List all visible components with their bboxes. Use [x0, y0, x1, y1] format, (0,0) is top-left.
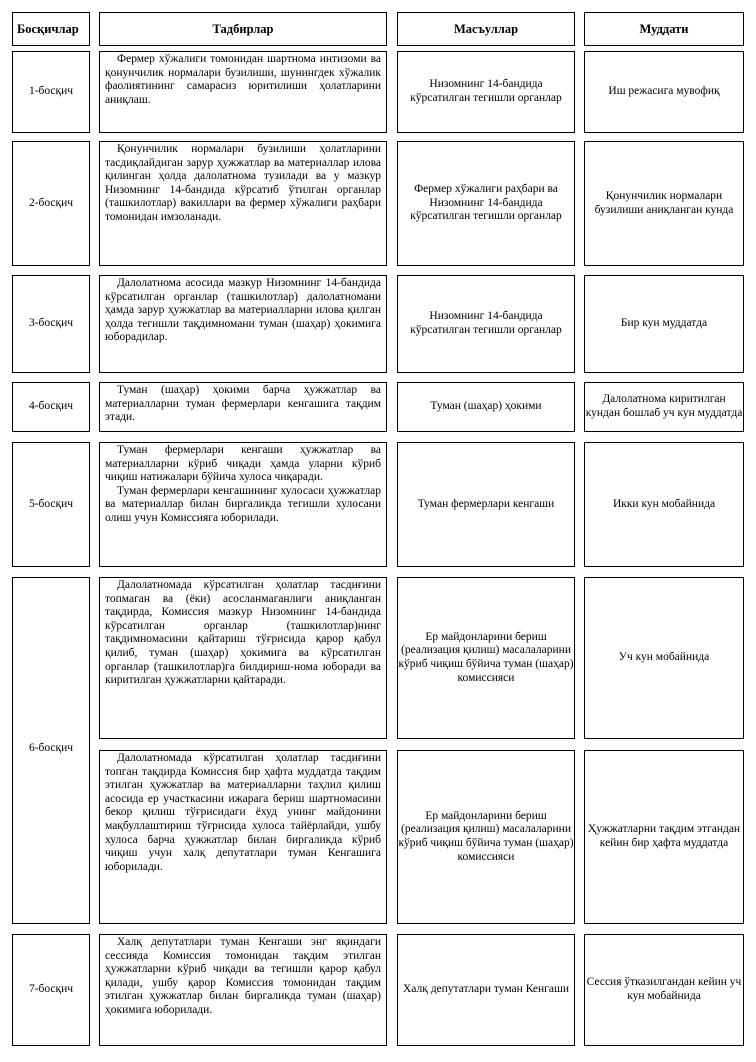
actions-cell-4 — [99, 382, 387, 432]
stage-label: 1-босқич — [28, 85, 74, 98]
header-actions: Тадбирлар — [99, 12, 387, 46]
deadline-cell-4 — [584, 382, 744, 432]
header-responsible: Масъуллар — [397, 12, 575, 46]
deadline-cell-7 — [584, 934, 744, 1046]
responsible-cell-4 — [397, 382, 575, 432]
deadline-cell-3 — [584, 275, 744, 373]
action-text: Туман фермерлари кенгаши ҳужжатлар ва материалларни кўриб чиқади ҳамда уларни кўриб чиқиш натижалари бўйича хулоса чиқаради. — [105, 444, 381, 484]
responsible-text: Низомнинг 14-бандида кўрсатилган тегишли органлар — [410, 310, 562, 336]
stage-cell-6 — [12, 577, 90, 924]
action-text: Далолатнома асосида мазкур Низомнинг 14-бандида кўрсатилган органлар (ташкилотлар) далолатномани ҳамда зарур ҳужжатлар ва материалларни илова қилган ҳолда тегишли тақдимномани туман (шаҳар) ҳокимига юборадилар. — [105, 277, 381, 344]
deadline-cell-6a — [584, 577, 744, 739]
action-text: Туман фермерлари кенгашининг хулосаси ҳужжатлар ва материаллар билан биргаликда тегишли хулосани олиш учун Комиссияга юборилади. — [105, 484, 381, 524]
responsible-cell-6a — [397, 577, 575, 739]
responsible-cell-2 — [397, 141, 575, 266]
deadline-text: Далолатнома киритилган кундан бошлаб уч кун муддатда — [585, 393, 743, 419]
action-text: Халқ депутатлари туман Кенгаши энг яқиндаги сессияда Комиссия томонидан тақдим этилган ҳужжатларни кўриб чиқади ва тегишли қарор қабул қилади, ушбу қарор Комиссия томонидан тақдим этилган ҳужжатлар билан биргаликда туман (шаҳар) ҳокимига юборилади. — [105, 936, 381, 1016]
deadline-text: Ҳужжатларни тақдим этгандан кейин бир ҳафта муддатда — [587, 823, 741, 849]
stage-cell-4 — [12, 382, 90, 432]
stage-label: 7-босқич — [28, 983, 74, 996]
deadline-cell-6b — [584, 750, 744, 924]
header-deadline: Муддати — [584, 12, 744, 46]
stage-cell-3 — [12, 275, 90, 373]
responsible-text: Халқ депутатлари туман Кенгаши — [402, 983, 570, 996]
action-text: Туман (шаҳар) ҳокими барча ҳужжатлар ва материалларни туман фермерлари кенгашига тақдим этади. — [105, 384, 381, 424]
actions-cell-6b — [99, 750, 387, 924]
action-text: Далолатномада кўрсатилган ҳолатлар тасдиғини топмаган ва (ёки) асосланмаганлиги аниқланган тақдирда, Комиссия мазкур Низомнинг 14-бандида кўрсатилган органлар (ташкилотлар)нинг тақдимномасини қайтариш тўғрисида қарор қабул қилиб, туман (шаҳар) ҳокимига ва кўрсатилган органлар (ташкилотлар)га билдириш-нома юборади ва киритилган ҳужжатларни қайтаради. — [105, 579, 381, 687]
responsible-text: Туман фермерлари кенгаши — [417, 497, 555, 510]
deadline-text: Қонунчилик нормалари бузилиши аниқланган кунда — [594, 189, 734, 216]
actions-cell-3 — [99, 275, 387, 373]
deadline-cell-5 — [584, 442, 744, 567]
actions-cell-6a — [99, 577, 387, 739]
deadline-text: Бир кун муддатда — [620, 317, 708, 330]
stage-cell-7 — [12, 934, 90, 1046]
action-text: Қонунчилик нормалари бузилиши ҳолатларини тасдиқлайдиган зарур ҳужжатлар ва материаллар илова қилинган ҳолда далолатнома тузилади ва у мазкур Низомнинг 14-бандида кўрсатиб ўтилган органлар (ташкилотлар) вакиллари ва фермер хўжалиги раҳбари томонидан имзоланади. — [105, 143, 381, 223]
responsible-cell-7 — [397, 934, 575, 1046]
stage-label: 2-босқич — [28, 196, 74, 209]
responsible-cell-6b — [397, 750, 575, 924]
deadline-cell-1 — [584, 51, 744, 133]
deadline-cell-2 — [584, 141, 744, 266]
actions-cell-5 — [99, 442, 387, 567]
deadline-text: Уч кун мобайнида — [618, 651, 710, 664]
responsible-cell-1 — [397, 51, 575, 133]
stage-label: 4-босқич — [28, 400, 74, 413]
actions-cell-7 — [99, 934, 387, 1046]
stage-cell-5 — [12, 442, 90, 567]
responsible-cell-3 — [397, 275, 575, 373]
stage-cell-1 — [12, 51, 90, 133]
actions-cell-2 — [99, 141, 387, 266]
stage-cell-2 — [12, 141, 90, 266]
action-text: Далолатномада кўрсатилган ҳолатлар тасдиғини топган тақдирда Комиссия бир ҳафта муддатда тақдим этилган ҳужжатлар ва материалларни таҳлил қилиш асосида ер участкасини ижарага бериш шартномасини бекор қилиш тўғрисидаги ёхуд унинг майдонини мақбуллаштириш тўғрисида хулоса тайёрлайди, ушбу хулоса барча ҳужжатлар билан биргаликда кўриб чиқиш учун халқ депутатлари туман Кенгашига юборилади. — [105, 752, 381, 873]
stage-label: 5-босқич — [28, 497, 74, 510]
responsible-text: Ер майдонларини бериш (реализация қилиш) масалаларини кўриб чиқиш бўйича туман (шаҳар) комиссияси — [398, 630, 574, 684]
action-text: Фермер хўжалиги томонидан шартнома интизоми ва қонунчилик нормалари бузилиши, шунингдек хўжалик фаолиятининг самарасиз юритилиши ҳолатларини аниқлаш. — [105, 53, 381, 106]
responsible-text: Фермер хўжалиги раҳбари ва Низомнинг 14-бандида кўрсатилган тегишли органлар — [410, 183, 562, 223]
deadline-text: Иш режасига мувофиқ — [608, 85, 720, 98]
stage-label: 3-босқич — [28, 317, 74, 330]
deadline-text: Сессия ўтказилгандан кейин уч кун мобайнида — [586, 976, 742, 1002]
responsible-cell-5 — [397, 442, 575, 567]
actions-cell-1 — [99, 51, 387, 133]
deadline-text: Икки кун мобайнида — [612, 497, 716, 510]
responsible-text: Туман (шаҳар) ҳокими — [430, 400, 542, 413]
stage-label-6: 6-босқич — [28, 742, 74, 754]
header-stages: Босқичлар — [12, 12, 90, 46]
responsible-text: Низомнинг 14-бандида кўрсатилган тегишли органлар — [410, 78, 562, 104]
responsible-text: Ер майдонларини бериш (реализация қилиш) масалаларини кўриб чиқиш бўйича туман (шаҳар) комиссияси — [398, 809, 574, 863]
